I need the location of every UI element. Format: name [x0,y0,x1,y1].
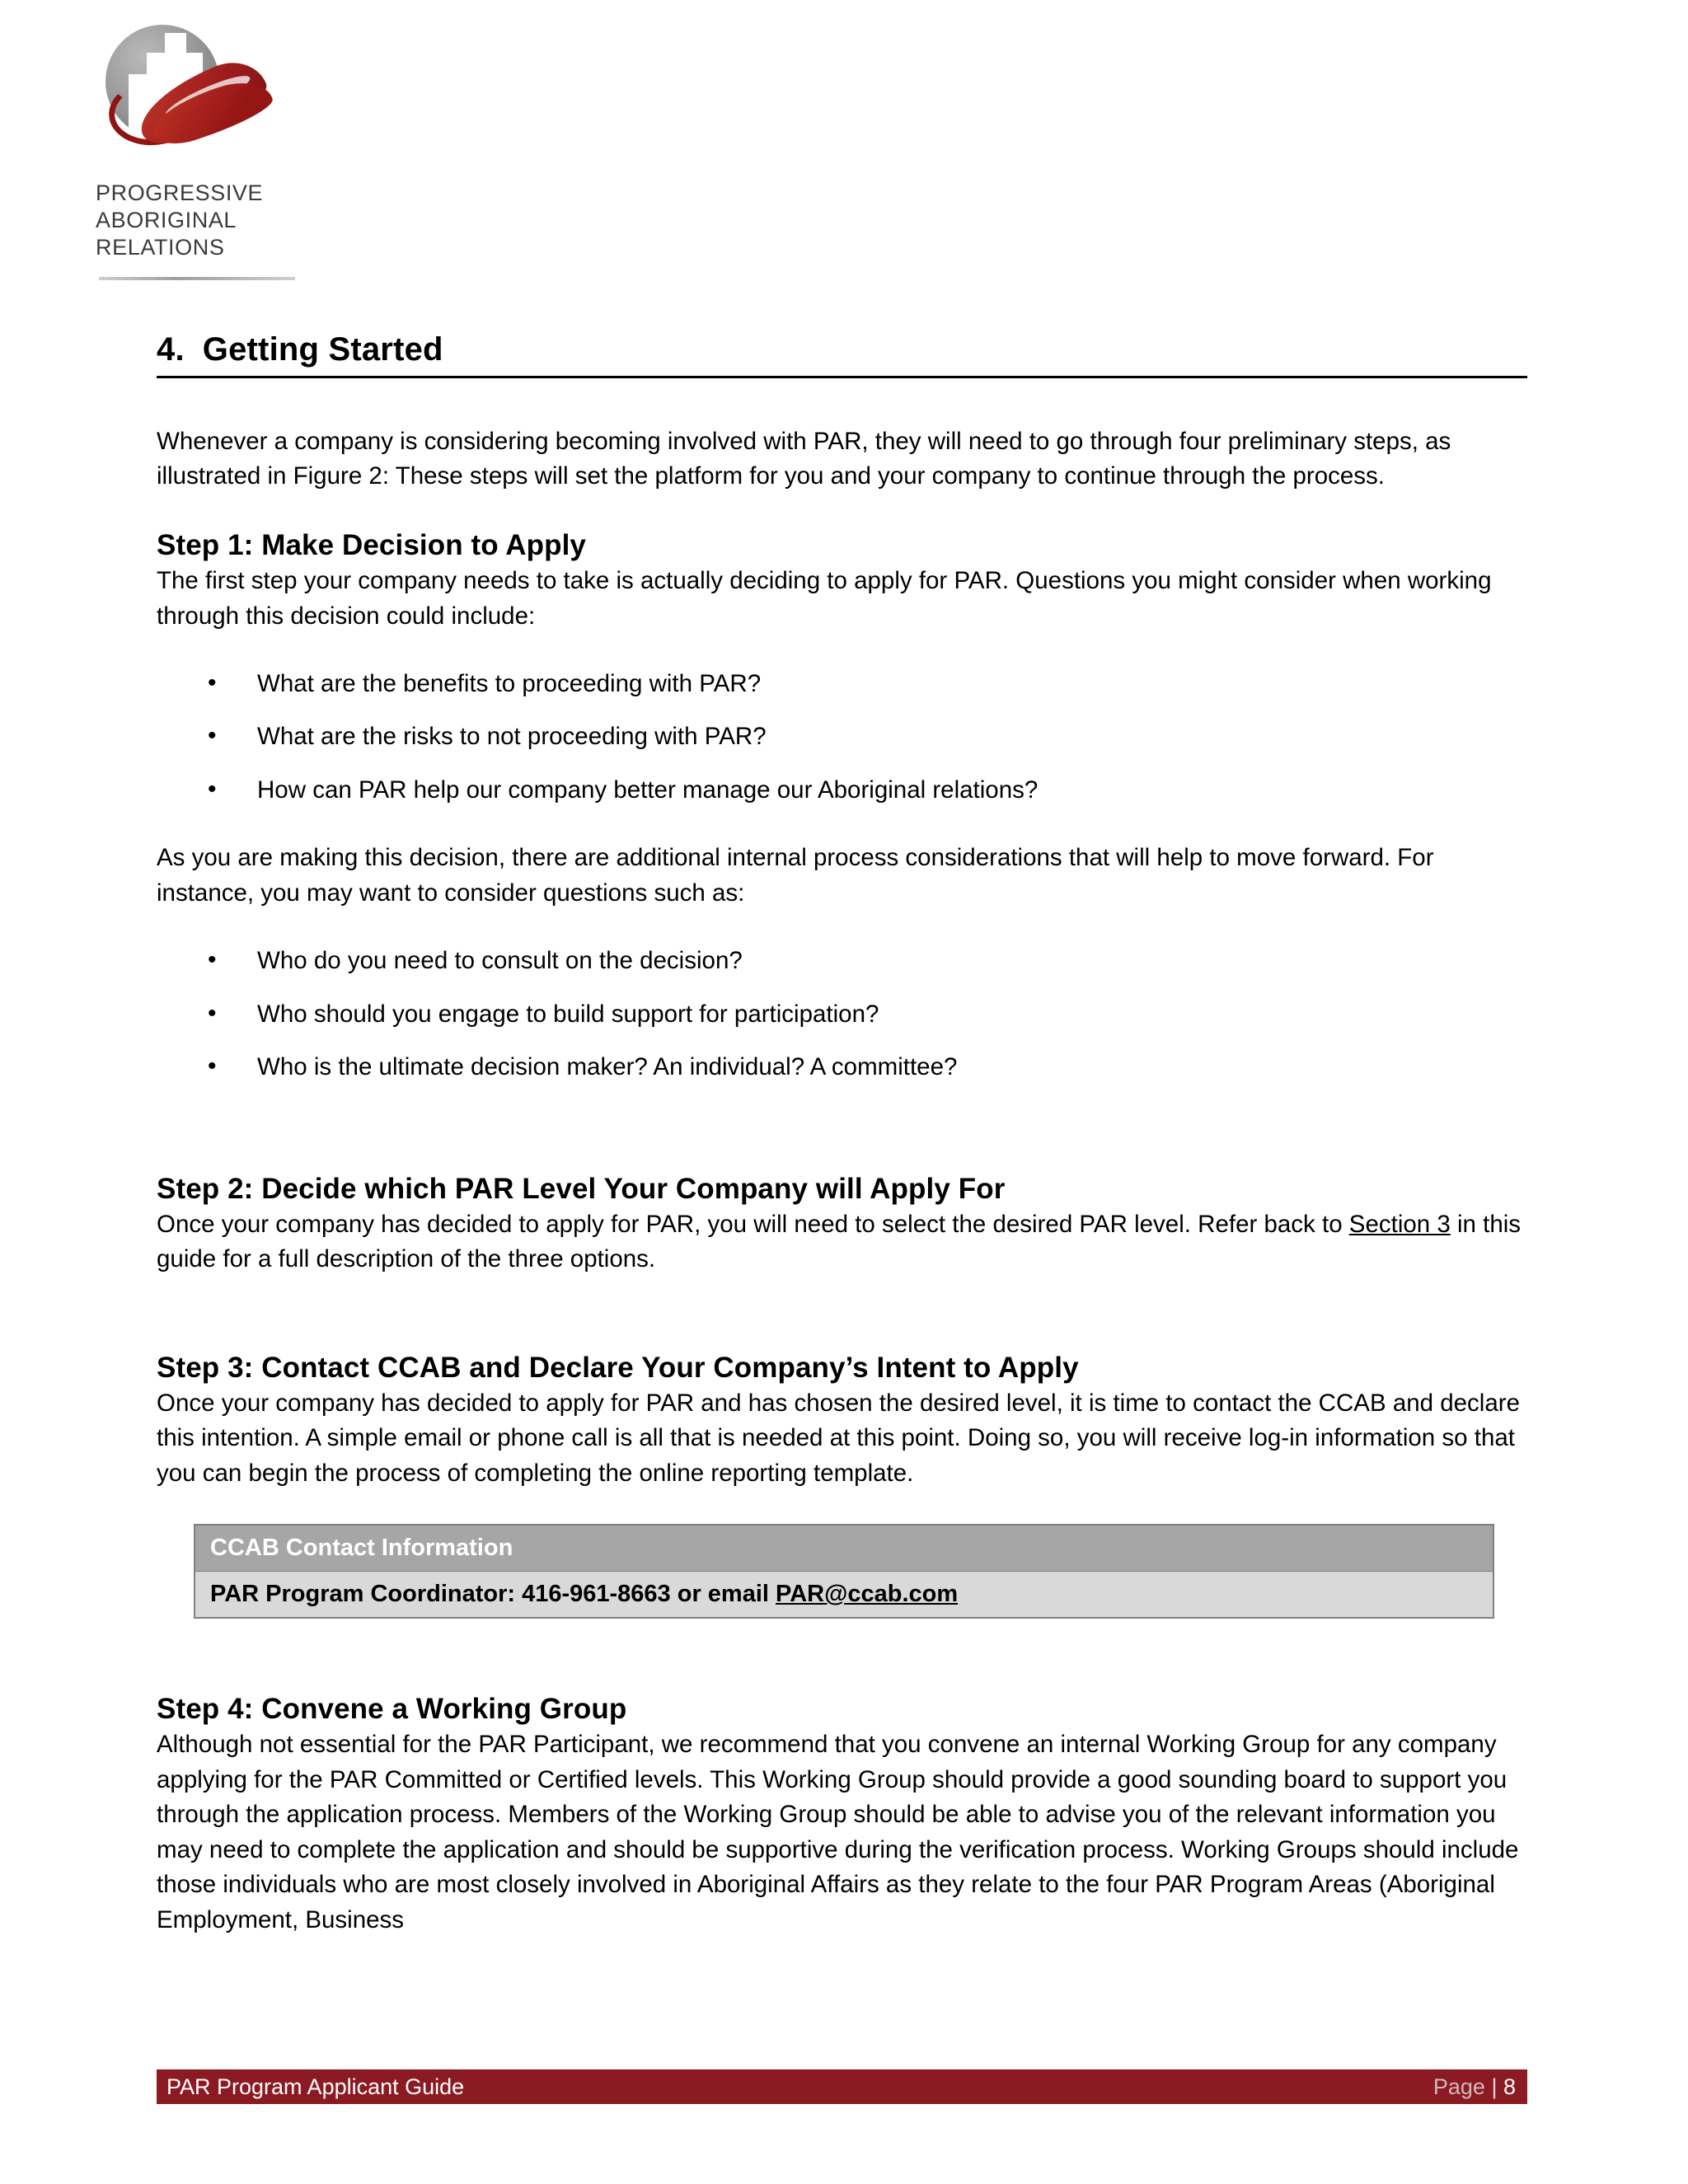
intro-paragraph: Whenever a company is considering becoming involved with PAR, they will need to go through four preliminary steps, as illustrated in Figure 2: These steps will set the platform for you and your company to continue through the process. [157,428,1451,490]
step-1-bullet-list [157,667,1527,808]
list-item: • Who is the ultimate decision maker? An individual? A committee? [157,1050,1527,1085]
step-2-paragraph [157,1207,1527,1277]
logo-underline-rule [99,277,295,280]
logo-mark-icon [91,15,280,167]
step-4-heading: Step 4: Convene a Working Group [157,1693,627,1726]
list-item: • How can PAR help our company better manage our Aboriginal relations? [157,773,1527,808]
step-1-paragraph-2: As you are making this decision, there are additional internal process considerations that will help to move forward. For instance, you may want to consider questions such as: [157,844,1434,907]
step-4-paragraph: Although not essential for the PAR Participant, we recommend that you convene an internal Working Group for any company applying for the PAR Committed or Certified levels. This Working Group should provide a good sounding board to support you through the application process. Members of the Working Group should be able to advise you of the relevant information you may need to complete the application and should be supportive during the verification process. Working Groups should include those individuals who are most closely involved in Aboriginal Affairs as they relate to the four PAR Program Areas (Aboriginal Employment, Business [157,1731,1519,1933]
list-item: • What are the benefits to proceeding with PAR? [157,667,1527,701]
document-body [157,330,1527,1938]
step-3-paragraph: Once your company has decided to apply for PAR and has chosen the desired level, it is time to contact the CCAB and declare this intention. A simple email or phone call is all that is needed at this point. Doing so, you will receive log-in information so that you can begin the process of completing the online reporting template. [157,1389,1521,1487]
table-header-row [195,1525,1493,1572]
footer-page-indicator [1433,2076,1516,2098]
page-title [157,330,1527,369]
step-3-heading: Step 3: Contact CCAB and Declare Your Company’s Intent to Apply [157,1351,1079,1384]
section-number: 4. [157,331,185,368]
footer-page-number: 8 [1503,2074,1516,2099]
feather-icon [107,58,269,148]
list-item: • Who do you need to consult on the decision? [157,944,1527,978]
table-row [195,1572,1493,1619]
par-email-link[interactable]: PAR@ccab.com [776,1581,959,1608]
contact-table-header: CCAB Contact Information [195,1525,1493,1572]
logo-line-3: RELATIONS [96,234,225,260]
logo-line-1: PROGRESSIVE [96,180,264,205]
page-footer [157,2069,1527,2104]
logo-line-2: ABORIGINAL [96,207,237,232]
section-3-cross-reference-link[interactable]: Section 3 [1348,1210,1451,1238]
ccab-contact-table [194,1524,1494,1619]
step-2-text-before: Once your company has decided to apply for PAR, you will need to select the desired PAR level. Refer back to [157,1210,1349,1238]
footer-page-separator: | [1484,2074,1503,2099]
footer-page-word: Page [1432,2074,1485,2099]
step-1-heading: Step 1: Make Decision to Apply [157,528,586,561]
step-2-text-after: in this guide for a full description of the three options. [157,1210,1522,1273]
list-item: • Who should you engage to build support for participation? [157,997,1527,1032]
section-title-text: Getting Started [202,331,443,368]
step-1-bullet-list-2 [157,944,1527,1085]
step-1-paragraph: The first step your company needs to take is actually deciding to apply for PAR. Questions you might consider when working through this decision could include: [157,567,1492,630]
logo-wordmark [96,180,297,261]
contact-coordinator-text: PAR Program Coordinator: 416-961-8663 or email [210,1581,776,1608]
footer-document-title: PAR Program Applicant Guide [166,2074,465,2099]
par-logo [76,15,297,287]
step-2-heading: Step 2: Decide which PAR Level Your Company will Apply For [157,1172,1006,1205]
contact-table-cell [195,1572,1493,1619]
list-item: • What are the risks to not proceeding with PAR? [157,719,1527,754]
